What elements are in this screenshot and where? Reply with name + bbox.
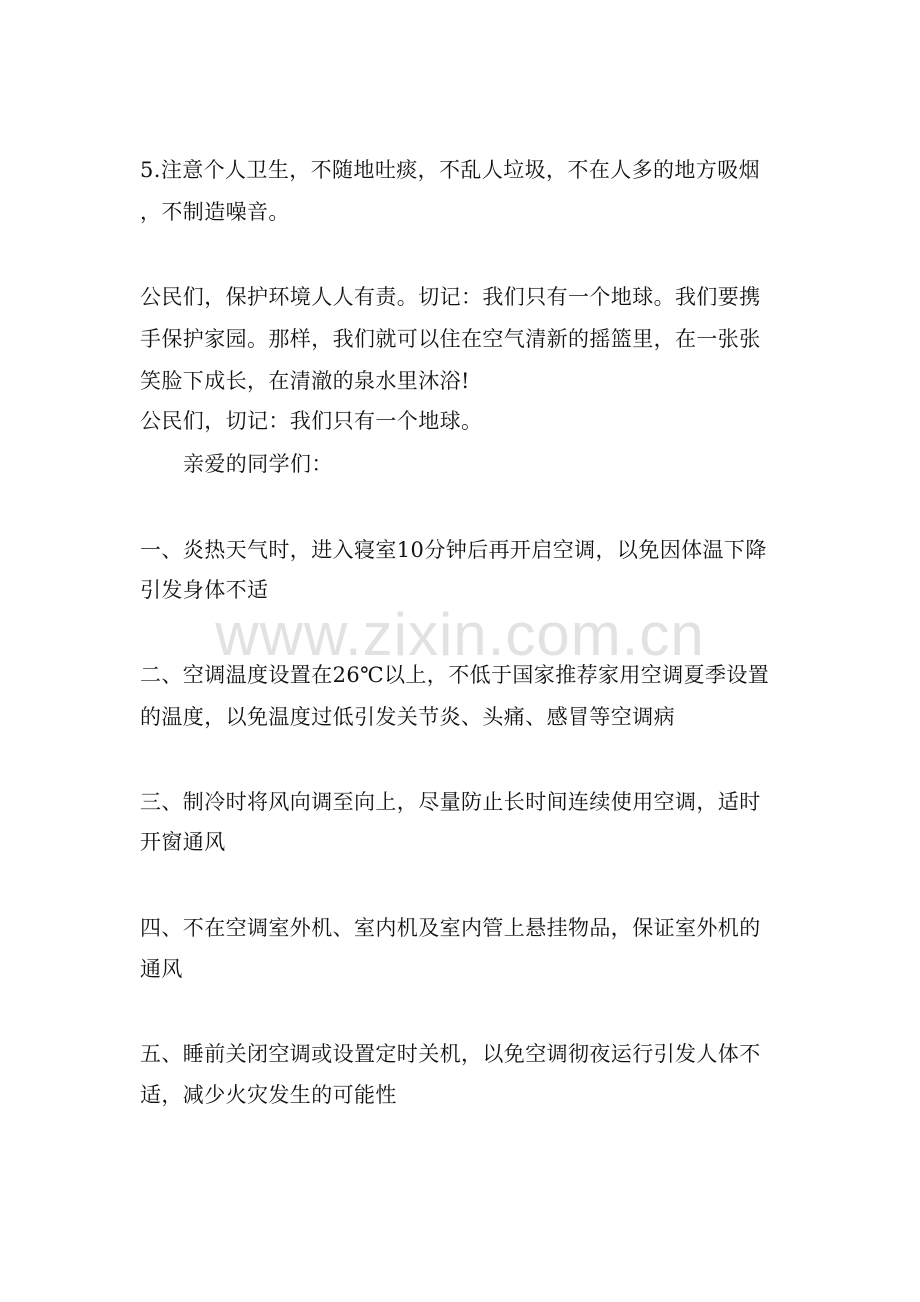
list-item-text: 开窗通风 (140, 830, 226, 854)
list-item-text: 引发身体不适 (140, 578, 269, 602)
text-line: 5.注意个人卫生，不随地吐痰，不乱人垃圾，不在人多的地方吸烟 (140, 158, 761, 182)
text-line: ，不制造噪音。 (140, 200, 290, 224)
text-line: 手保护家园。那样，我们就可以住在空气清新的摇篮里，在一张张 (140, 327, 761, 351)
list-item-text: 四、不在空调室外机、室内机及室内管上悬挂物品，保证室外机的 (140, 916, 761, 940)
list-item-text: 通风 (140, 957, 183, 981)
list-item-text: 一、炎热天气时，进入寝室10分钟后再开启空调，以免因体温下降 (140, 538, 767, 562)
watermark: www.zixin.com.cn (215, 601, 705, 668)
list-item-text: 的温度，以免温度过低引发关节炎、头痛、感冒等空调病 (140, 705, 675, 729)
list-item-text: 适，减少火灾发生的可能性 (140, 1083, 397, 1107)
list-item-text: 三、制冷时将风向调至向上，尽量防止长时间连续使用空调，适时 (140, 790, 761, 814)
text-line: 笑脸下成长，在清澈的泉水里沐浴! (140, 369, 470, 393)
text-line: 公民们，切记：我们只有一个地球。 (140, 409, 483, 433)
text-line: 公民们，保护环境人人有责。切记：我们只有一个地球。我们要携 (140, 285, 761, 309)
list-item-text: 五、睡前关闭空调或设置定时关机，以免空调彻夜运行引发人体不 (140, 1042, 761, 1066)
salutation: 亲爱的同学们： (183, 452, 333, 476)
list-item-text: 二、空调温度设置在26℃以上，不低于国家推荐家用空调夏季设置 (140, 663, 770, 687)
